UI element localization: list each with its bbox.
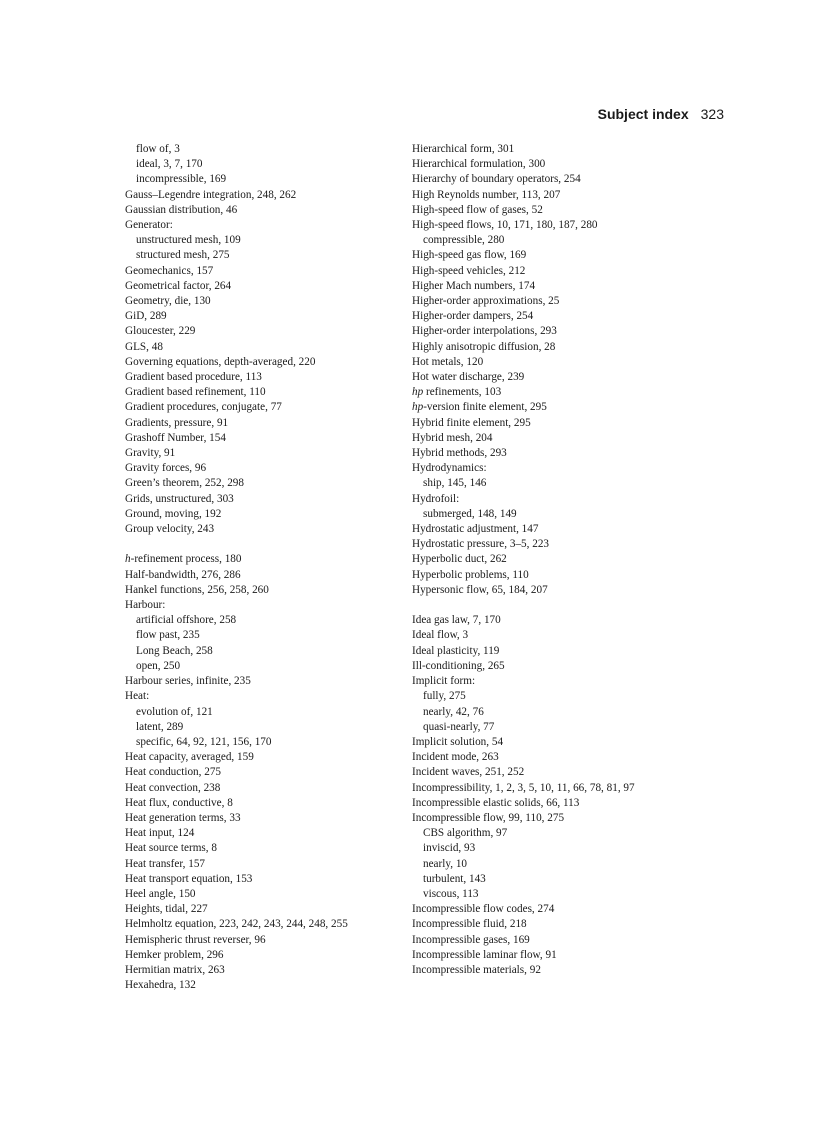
index-subentry <box>125 628 395 643</box>
entry-text: Heat convection, 238 <box>125 781 221 794</box>
index-entry <box>412 613 712 628</box>
entry-text: submerged, 148, 149 <box>423 507 517 520</box>
entry-text: Gloucester, 229 <box>125 325 196 338</box>
index-entry <box>125 340 395 355</box>
entry-text: Incompressible flow codes, 274 <box>412 903 555 916</box>
entry-text: Helmholtz equation, 223, 242, 243, 244, 248, 255 <box>125 918 348 931</box>
entry-text: Incident mode, 263 <box>412 751 499 764</box>
index-entry <box>412 492 712 507</box>
section-gap <box>412 598 712 613</box>
index-entry <box>412 264 712 279</box>
entry-text: Gravity forces, 96 <box>125 462 207 475</box>
entry-text: fully, 275 <box>423 690 466 703</box>
entry-text: Incompressible flow, 99, 110, 275 <box>412 811 565 824</box>
index-entry <box>412 400 712 415</box>
entry-text: Hydrofoil: <box>412 492 460 505</box>
running-header <box>598 106 724 126</box>
index-subentry <box>412 689 712 704</box>
italic-prefix: hp <box>412 401 424 414</box>
entry-text: flow past, 235 <box>136 629 200 642</box>
index-subentry <box>412 887 712 902</box>
entry-text: specific, 64, 92, 121, 156, 170 <box>136 735 272 748</box>
index-entry <box>125 203 395 218</box>
entry-text: Hydrodynamics: <box>412 462 487 475</box>
entry-text: Heat flux, conductive, 8 <box>125 796 233 809</box>
index-entry <box>412 355 712 370</box>
entry-text: Incident waves, 251, 252 <box>412 766 525 779</box>
index-entry <box>412 674 712 689</box>
entry-text: inviscid, 93 <box>423 842 476 855</box>
entry-text: nearly, 42, 76 <box>423 705 484 718</box>
entry-text: Grashoff Number, 154 <box>125 431 226 444</box>
index-entry <box>125 446 395 461</box>
index-entry <box>125 765 395 780</box>
index-subentry <box>125 157 395 172</box>
entry-text: latent, 289 <box>136 720 184 733</box>
index-subentry <box>125 659 395 674</box>
entry-text: Hexahedra, 132 <box>125 979 196 992</box>
entry-text: Hypersonic flow, 65, 184, 207 <box>412 583 548 596</box>
index-entry <box>125 933 395 948</box>
entry-text: Implicit form: <box>412 675 476 688</box>
index-column-right <box>412 142 712 978</box>
index-entry <box>412 902 712 917</box>
entry-text: Group velocity, 243 <box>125 523 215 536</box>
entry-text: Heat: <box>125 690 150 703</box>
index-subentry <box>125 735 395 750</box>
entry-text: Heat transport equation, 153 <box>125 872 253 885</box>
index-entry <box>125 796 395 811</box>
entry-text: Hyperbolic duct, 262 <box>412 553 507 566</box>
entry-text: unstructured mesh, 109 <box>136 234 241 247</box>
index-entry <box>125 583 395 598</box>
entry-text: quasi-nearly, 77 <box>423 720 495 733</box>
entry-text: Hybrid methods, 293 <box>412 447 507 460</box>
index-entry <box>412 324 712 339</box>
entry-text: Hermitian matrix, 263 <box>125 963 225 976</box>
entry-text: Heat transfer, 157 <box>125 857 206 870</box>
index-entry <box>125 948 395 963</box>
index-subentry <box>412 476 712 491</box>
entry-text: Highly anisotropic diffusion, 28 <box>412 340 556 353</box>
index-entry <box>412 248 712 263</box>
index-entry <box>125 355 395 370</box>
entry-text: High-speed gas flow, 169 <box>412 249 527 262</box>
page-number: 323 <box>700 106 724 122</box>
index-entry <box>412 659 712 674</box>
entry-text: Grids, unstructured, 303 <box>125 492 234 505</box>
index-entry <box>125 507 395 522</box>
index-entry <box>125 400 395 415</box>
entry-text: Harbour series, infinite, 235 <box>125 675 251 688</box>
index-entry <box>125 689 395 704</box>
index-entry <box>412 340 712 355</box>
index-entry <box>125 978 395 993</box>
entry-text: High Reynolds number, 113, 207 <box>412 188 561 201</box>
index-entry <box>125 370 395 385</box>
entry-text: Ground, moving, 192 <box>125 507 222 520</box>
entry-text: Ideal plasticity, 119 <box>412 644 500 657</box>
entry-text: Gradient procedures, conjugate, 77 <box>125 401 282 414</box>
index-entry <box>125 461 395 476</box>
index-entry <box>125 385 395 400</box>
index-entry <box>125 857 395 872</box>
entry-text: Heel angle, 150 <box>125 887 196 900</box>
entry-text: Geometry, die, 130 <box>125 295 211 308</box>
entry-text: refinements, 103 <box>423 386 502 399</box>
index-subentry <box>125 233 395 248</box>
index-entry <box>412 431 712 446</box>
index-entry <box>412 142 712 157</box>
index-entry <box>412 933 712 948</box>
index-subentry <box>412 857 712 872</box>
entry-text: GiD, 289 <box>125 310 167 323</box>
entry-text: High-speed flow of gases, 52 <box>412 203 543 216</box>
entry-text: Hybrid finite element, 295 <box>412 416 531 429</box>
entry-text: Hierarchical form, 301 <box>412 143 515 155</box>
italic-prefix: hp <box>412 386 424 399</box>
index-subentry <box>125 613 395 628</box>
entry-text: Hydrostatic pressure, 3–5, 223 <box>412 538 550 551</box>
index-entry <box>412 188 712 203</box>
index-entry <box>125 552 395 567</box>
index-entry <box>125 416 395 431</box>
index-entry <box>412 552 712 567</box>
entry-text: Higher Mach numbers, 174 <box>412 279 536 292</box>
entry-text: Hot water discharge, 239 <box>412 371 525 384</box>
index-entry <box>412 963 712 978</box>
entry-text: Long Beach, 258 <box>136 644 213 657</box>
index-entry <box>412 765 712 780</box>
index-entry <box>125 492 395 507</box>
entry-text: Incompressible elastic solids, 66, 113 <box>412 796 580 809</box>
entry-text: Ideal flow, 3 <box>412 629 469 642</box>
index-entry <box>125 264 395 279</box>
entry-text: Higher-order interpolations, 293 <box>412 325 557 338</box>
entry-text: Heat conduction, 275 <box>125 766 222 779</box>
index-entry <box>412 172 712 187</box>
entry-text: evolution of, 121 <box>136 705 213 718</box>
entry-text: Geometrical factor, 264 <box>125 279 232 292</box>
index-entry <box>125 476 395 491</box>
entry-text: compressible, 280 <box>423 234 505 247</box>
index-entry <box>412 796 712 811</box>
index-entry <box>125 188 395 203</box>
entry-text: Hierarchy of boundary operators, 254 <box>412 173 581 186</box>
entry-text: nearly, 10 <box>423 857 468 870</box>
entry-text: turbulent, 143 <box>423 872 486 885</box>
index-subentry <box>125 720 395 735</box>
entry-text: -version finite element, 295 <box>423 401 547 414</box>
entry-text: CBS algorithm, 97 <box>423 827 508 840</box>
index-entry <box>125 598 395 613</box>
index-entry <box>125 431 395 446</box>
entry-text: Heat input, 124 <box>125 827 195 840</box>
entry-text: incompressible, 169 <box>136 173 227 186</box>
section-title: Subject index <box>597 106 689 122</box>
index-entry <box>125 568 395 583</box>
index-entry <box>412 644 712 659</box>
entry-text: Gauss–Legendre integration, 248, 262 <box>125 188 297 201</box>
index-subentry <box>412 826 712 841</box>
index-entry <box>412 781 712 796</box>
index-subentry <box>125 644 395 659</box>
index-entry <box>125 826 395 841</box>
index-entry <box>412 628 712 643</box>
entry-text: -refinement process, 180 <box>130 553 242 566</box>
entry-text: Idea gas law, 7, 170 <box>412 614 501 627</box>
index-entry <box>125 750 395 765</box>
entry-text: Incompressible laminar flow, 91 <box>412 948 557 961</box>
index-subentry <box>412 233 712 248</box>
index-entry <box>412 203 712 218</box>
index-subentry <box>412 841 712 856</box>
index-entry <box>412 811 712 826</box>
index-entry <box>412 157 712 172</box>
entry-text: High-speed vehicles, 212 <box>412 264 526 277</box>
section-gap <box>125 537 395 552</box>
index-entry <box>125 902 395 917</box>
index-entry <box>125 887 395 902</box>
index-entry <box>125 294 395 309</box>
index-subentry <box>412 507 712 522</box>
index-entry <box>412 522 712 537</box>
index-subentry <box>125 142 395 157</box>
index-entry <box>412 583 712 598</box>
entry-text: Gaussian distribution, 46 <box>125 203 238 216</box>
entry-text: High-speed flows, 10, 171, 180, 187, 280 <box>412 219 598 232</box>
index-entry <box>125 674 395 689</box>
entry-text: open, 250 <box>136 659 181 672</box>
index-entry <box>125 324 395 339</box>
entry-text: Heights, tidal, 227 <box>125 903 208 916</box>
entry-text: Geomechanics, 157 <box>125 264 214 277</box>
entry-text: structured mesh, 275 <box>136 249 230 262</box>
index-entry <box>412 461 712 476</box>
entry-text: flow of, 3 <box>136 143 180 155</box>
index-entry <box>125 841 395 856</box>
index-entry <box>125 811 395 826</box>
entry-text: Hemispheric thrust reverser, 96 <box>125 933 266 946</box>
entry-text: ideal, 3, 7, 170 <box>136 158 203 171</box>
index-entry <box>125 963 395 978</box>
entry-text: Gradient based refinement, 110 <box>125 386 266 399</box>
entry-text: Incompressible fluid, 218 <box>412 918 527 931</box>
entry-text: Hemker problem, 296 <box>125 948 224 961</box>
index-entry <box>125 917 395 932</box>
italic-prefix: h <box>125 553 131 566</box>
entry-text: GLS, 48 <box>125 340 163 353</box>
entry-text: Heat capacity, averaged, 159 <box>125 751 254 764</box>
entry-text: ship, 145, 146 <box>423 477 487 490</box>
index-subentry <box>412 705 712 720</box>
entry-text: Higher-order approximations, 25 <box>412 295 560 308</box>
index-entry <box>412 568 712 583</box>
index-entry <box>412 309 712 324</box>
entry-text: Hybrid mesh, 204 <box>412 431 493 444</box>
index-entry <box>412 218 712 233</box>
entry-text: Incompressible materials, 92 <box>412 963 541 976</box>
entry-text: Generator: <box>125 219 173 232</box>
index-entry <box>125 309 395 324</box>
index-entry <box>412 385 712 400</box>
index-entry <box>412 948 712 963</box>
index-entry <box>412 294 712 309</box>
entry-text: Heat source terms, 8 <box>125 842 217 855</box>
entry-text: Green’s theorem, 252, 298 <box>125 477 244 490</box>
entry-text: Heat generation terms, 33 <box>125 811 241 824</box>
index-subentry <box>125 172 395 187</box>
index-subentry <box>412 872 712 887</box>
entry-text: Governing equations, depth-averaged, 220 <box>125 355 316 368</box>
index-entry <box>125 872 395 887</box>
entry-text: artificial offshore, 258 <box>136 614 237 627</box>
entry-text: Harbour: <box>125 599 166 612</box>
entry-text: Implicit solution, 54 <box>412 735 504 748</box>
index-entry <box>412 279 712 294</box>
entry-text: Hierarchical formulation, 300 <box>412 158 546 171</box>
entry-text: viscous, 113 <box>423 887 479 900</box>
index-entry <box>125 781 395 796</box>
entry-text: Incompressible gases, 169 <box>412 933 530 946</box>
entry-text: Gradient based procedure, 113 <box>125 371 262 384</box>
index-subentry <box>125 248 395 263</box>
entry-text: Gravity, 91 <box>125 447 176 460</box>
index-entry <box>412 416 712 431</box>
entry-text: Higher-order dampers, 254 <box>412 310 534 323</box>
index-entry <box>125 522 395 537</box>
entry-text: Hankel functions, 256, 258, 260 <box>125 583 269 596</box>
entry-text: Incompressibility, 1, 2, 3, 5, 10, 11, 66, 78, 81, 97 <box>412 781 635 794</box>
index-entry <box>412 750 712 765</box>
index-column-left <box>125 142 395 993</box>
entry-text: Hydrostatic adjustment, 147 <box>412 523 539 536</box>
index-subentry <box>412 720 712 735</box>
index-entry <box>412 917 712 932</box>
index-entry <box>412 537 712 552</box>
index-entry <box>412 735 712 750</box>
index-entry <box>412 446 712 461</box>
entry-text: Ill-conditioning, 265 <box>412 659 505 672</box>
index-subentry <box>125 705 395 720</box>
entry-text: Hot metals, 120 <box>412 355 484 368</box>
index-entry <box>125 218 395 233</box>
entry-text: Half-bandwidth, 276, 286 <box>125 568 241 581</box>
entry-text: Gradients, pressure, 91 <box>125 416 229 429</box>
index-entry <box>125 279 395 294</box>
index-entry <box>412 370 712 385</box>
entry-text: Hyperbolic problems, 110 <box>412 568 529 581</box>
